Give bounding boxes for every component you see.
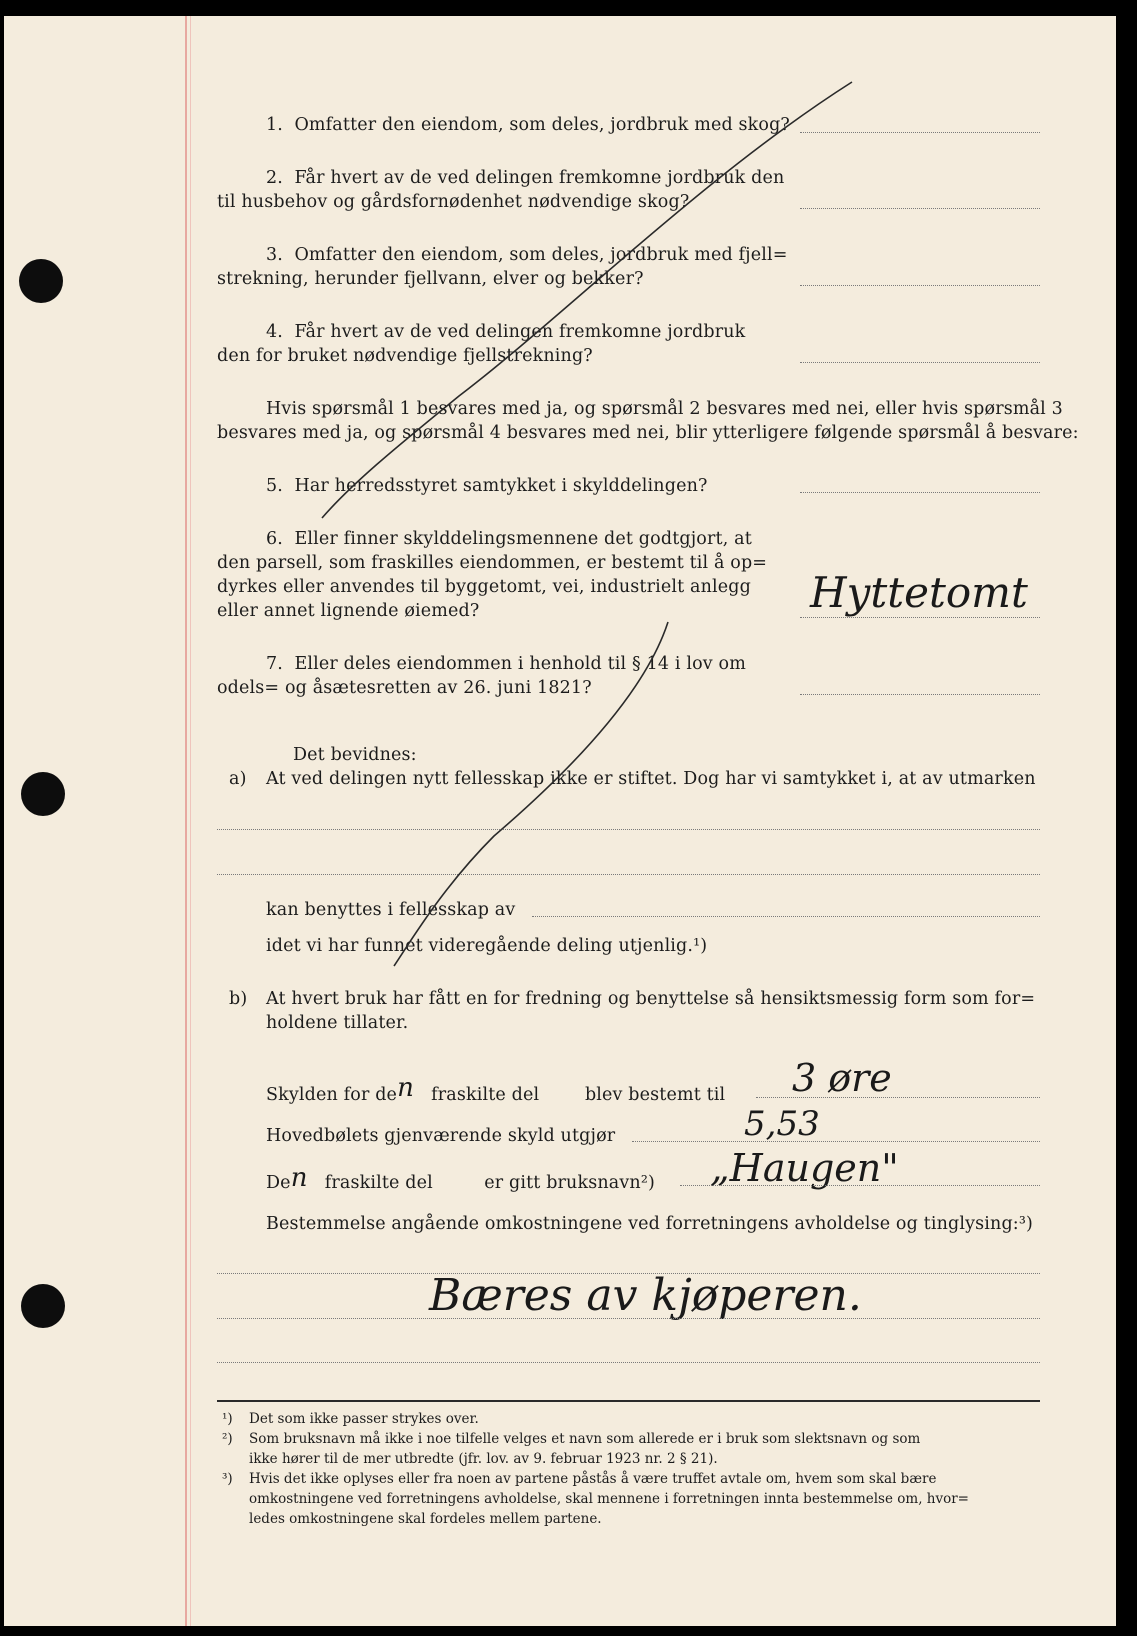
pen-strike-lines xyxy=(4,16,1116,1626)
footnote-2-line: ikke hører til de mer utbredte (jfr. lov. av 9. februar 1923 nr. 2 § 21). xyxy=(249,1451,718,1467)
item-a-label: a) xyxy=(229,769,247,789)
item-b-label: b) xyxy=(229,989,248,1009)
question-text: Omfatter den eiendom, som deles, jordbruk med fjell= xyxy=(294,245,788,265)
skyld-text: fraskilte del xyxy=(431,1085,540,1105)
question-text: Eller finner skylddelingsmennene det godtgjort, at xyxy=(294,529,752,549)
question-6-line-4: eller annet lignende øiemed? xyxy=(217,601,480,621)
question-text: Har herredsstyret samtykket i skylddelingen? xyxy=(294,476,708,496)
question-number: 5. xyxy=(266,476,283,496)
pen-strike-lower xyxy=(394,622,668,966)
handwritten-bruksnavn: „Haugen" xyxy=(710,1146,899,1190)
question-3-line-2: strekning, herunder fjellvann, elver og bekker? xyxy=(217,269,644,289)
question-text: Får hvert av de ved delingen fremkomne jordbruk den xyxy=(294,168,785,188)
handwritten-answer-6: Hyttetomt xyxy=(810,568,1028,617)
handwritten-n: n xyxy=(290,1163,308,1193)
footnote-3-mark: ³) xyxy=(222,1471,233,1487)
handwritten-remaining-skyld: 5,53 xyxy=(744,1104,820,1144)
item-b-line-1: At hvert bruk har fått en for fredning og benyttelse så hensiktsmessig form som for= xyxy=(266,989,1036,1009)
handwritten-n: n xyxy=(397,1073,414,1103)
item-a-line-1: At ved delingen nytt fellesskap ikke er stiftet. Dog har vi samtykket i, at av utmarken xyxy=(266,769,1036,789)
item-a-line-2: kan benyttes i fellesskap av xyxy=(266,900,516,920)
handwritten-cost-decision: Bæres av kjøperen. xyxy=(429,1270,862,1321)
skyld-line-4: Bestemmelse angående omkostningene ved forretningens avholdelse og tinglysing:³) xyxy=(266,1214,1033,1234)
question-text: Omfatter den eiendom, som deles, jordbruk med skog? xyxy=(294,115,790,135)
skyld-text: er gitt bruksnavn²) xyxy=(484,1173,655,1193)
footnote-1-line: Det som ikke passer strykes over. xyxy=(249,1411,479,1427)
question-number: 6. xyxy=(266,529,283,549)
question-number: 3. xyxy=(266,245,283,265)
footnote-2-line: Som bruksnavn må ikke i noe tilfelle velges et navn som allerede er i bruk som slektsnavn og som xyxy=(249,1431,921,1447)
question-7-line-2: odels= og åsætesretten av 26. juni 1821? xyxy=(217,678,592,698)
skyld-text: blev bestemt til xyxy=(584,1085,726,1105)
handwritten-skyld-amount: 3 øre xyxy=(792,1056,892,1100)
question-text: Får hvert av de ved delingen fremkomne jordbruk xyxy=(294,322,746,342)
conditional-line-2: besvares med ja, og spørsmål 4 besvares med nei, blir ytterligere følgende spørsmål å besvare: xyxy=(217,423,1079,443)
question-2-line-2: til husbehov og gårdsfornødenhet nødvendige skog? xyxy=(217,192,690,212)
question-number: 1. xyxy=(266,115,283,135)
question-6-line-2: den parsell, som fraskilles eiendommen, er bestemt til å op= xyxy=(217,553,768,573)
skyld-line-2: Hovedbølets gjenværende skyld utgjør xyxy=(266,1126,616,1146)
skyld-text: Skylden for de xyxy=(266,1085,398,1105)
footnote-3-line: omkostningene ved forretningens avholdelse, skal mennene i forretningen innta bestemmelse om, hvor= xyxy=(249,1491,969,1507)
footnote-2-mark: ²) xyxy=(222,1431,233,1447)
form-page xyxy=(4,16,1116,1626)
footnote-1-mark: ¹) xyxy=(222,1411,233,1427)
question-number: 7. xyxy=(266,654,283,674)
question-4-line-2: den for bruket nødvendige fjellstrekning? xyxy=(217,346,593,366)
footnote-3-line: Hvis det ikke oplyses eller fra noen av partene påstås å være truffet avtale om, hvem som skal bære xyxy=(249,1471,937,1487)
question-number: 4. xyxy=(266,322,283,342)
footnote-3-line: ledes omkostningene skal fordeles mellem partene. xyxy=(249,1511,602,1527)
item-a-line-3: idet vi har funnet videregående deling utjenlig.¹) xyxy=(266,936,708,956)
skyld-text: De xyxy=(266,1173,291,1193)
item-b-line-2: holdene tillater. xyxy=(266,1013,409,1033)
question-number: 2. xyxy=(266,168,283,188)
question-6-line-3: dyrkes eller anvendes til byggetomt, vei, industrielt anlegg xyxy=(217,577,751,597)
conditional-line-1: Hvis spørsmål 1 besvares med ja, og spørsmål 2 besvares med nei, eller hvis spørsmål 3 xyxy=(266,399,1063,419)
bevidnes-heading: Det bevidnes: xyxy=(293,745,417,765)
question-text: Eller deles eiendommen i henhold til § 14 i lov om xyxy=(294,654,746,674)
pen-strike-upper xyxy=(322,82,852,518)
skyld-text: fraskilte del xyxy=(324,1173,433,1193)
